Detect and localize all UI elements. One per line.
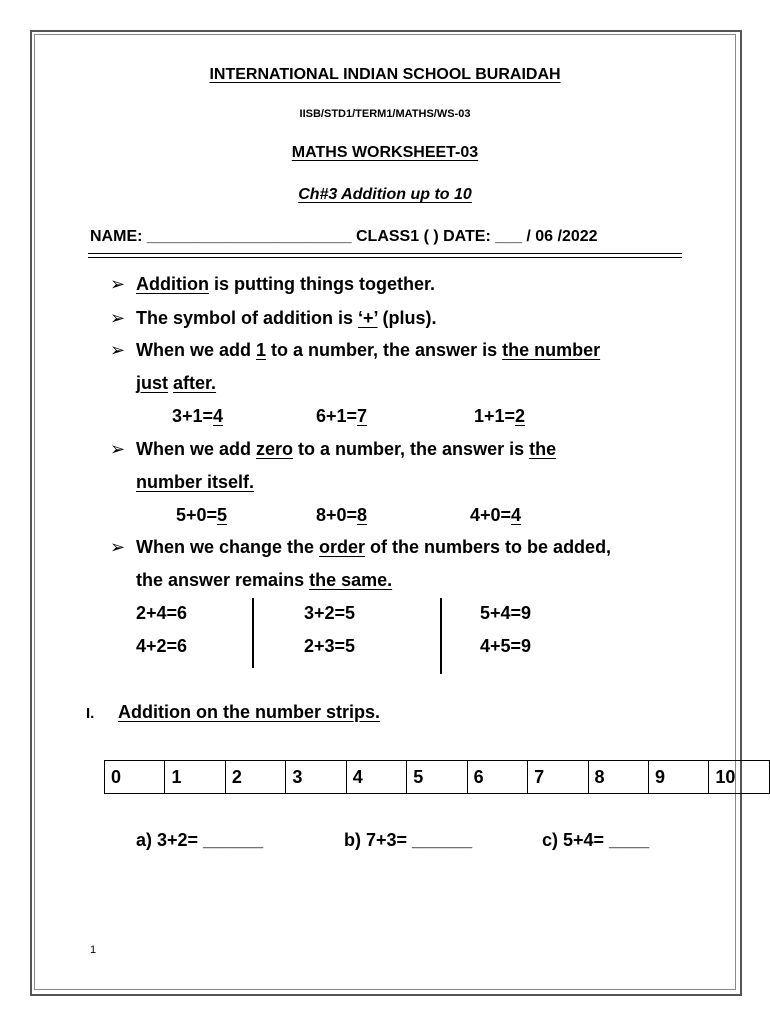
arrow-bullet-icon: ➢ [110, 308, 126, 328]
note-add-zero-cont: number itself. [136, 472, 255, 492]
arrow-bullet-icon: ➢ [110, 439, 126, 459]
example-1-plus-1: 1+1=2 [474, 406, 526, 426]
strip-cell: 0 [105, 761, 165, 794]
arrow-bullet-icon: ➢ [110, 340, 126, 360]
example-2-plus-4: 2+4=6 [136, 603, 188, 623]
section-heading: I. Addition on the number strips. [86, 702, 380, 722]
example-4-plus-5: 4+5=9 [480, 636, 532, 656]
worksheet-code: IISB/STD1/TERM1/MATHS/WS-03 [299, 108, 471, 120]
arrow-bullet-icon: ➢ [110, 537, 126, 557]
worksheet-title: MATHS WORKSHEET-03 [291, 144, 479, 161]
strip-cell: 6 [467, 761, 527, 794]
question-c[interactable]: c) 5+4= ____ [542, 830, 650, 850]
note-order: ➢ When we change the order of the numbers to be added, [110, 537, 612, 557]
strip-cell: 10 [709, 761, 770, 794]
strip-cell: 2 [225, 761, 285, 794]
strip-cell: 3 [286, 761, 346, 794]
strip-cell: 5 [407, 761, 467, 794]
divider-bottom [88, 257, 682, 258]
example-5-plus-4: 5+4=9 [480, 603, 532, 623]
note-addition-definition: ➢ Addition is putting things together. [110, 274, 435, 294]
note-add-one-cont: just after. [136, 373, 217, 393]
name-class-date-line: NAME: _______________________ CLASS1 ( ) DATE: ___ / 06 /2022 [90, 228, 598, 245]
chapter-title: Ch#3 Addition up to 10 [298, 186, 472, 203]
example-5-plus-0: 5+0=5 [176, 505, 228, 525]
note-order-cont: the answer remains the same. [136, 570, 393, 590]
question-a[interactable]: a) 3+2= ______ [136, 830, 264, 850]
strip-cell: 8 [588, 761, 648, 794]
example-8-plus-0: 8+0=8 [316, 505, 368, 525]
example-3-plus-1: 3+1=4 [172, 406, 224, 426]
example-3-plus-2: 3+2=5 [304, 603, 356, 623]
arrow-bullet-icon: ➢ [110, 274, 126, 294]
strip-cell: 1 [165, 761, 225, 794]
strip-cell: 4 [346, 761, 406, 794]
strip-cell: 7 [528, 761, 588, 794]
example-2-plus-3: 2+3=5 [304, 636, 356, 656]
page-number: 1 [90, 944, 97, 956]
school-name: INTERNATIONAL INDIAN SCHOOL BURAIDAH [209, 66, 561, 83]
note-symbol: ➢ The symbol of addition is ‘+’ (plus). [110, 308, 437, 328]
example-4-plus-0: 4+0=4 [470, 505, 522, 525]
strip-cell: 9 [648, 761, 708, 794]
number-strip [104, 760, 770, 794]
column-divider [440, 598, 442, 674]
divider-top [88, 253, 682, 254]
example-4-plus-2: 4+2=6 [136, 636, 188, 656]
column-divider [252, 598, 254, 668]
note-add-one: ➢ When we add 1 to a number, the answer is the number [110, 340, 601, 360]
example-6-plus-1: 6+1=7 [316, 406, 368, 426]
note-add-zero: ➢ When we add zero to a number, the answer is the [110, 439, 557, 459]
question-b[interactable]: b) 7+3= ______ [344, 830, 473, 850]
